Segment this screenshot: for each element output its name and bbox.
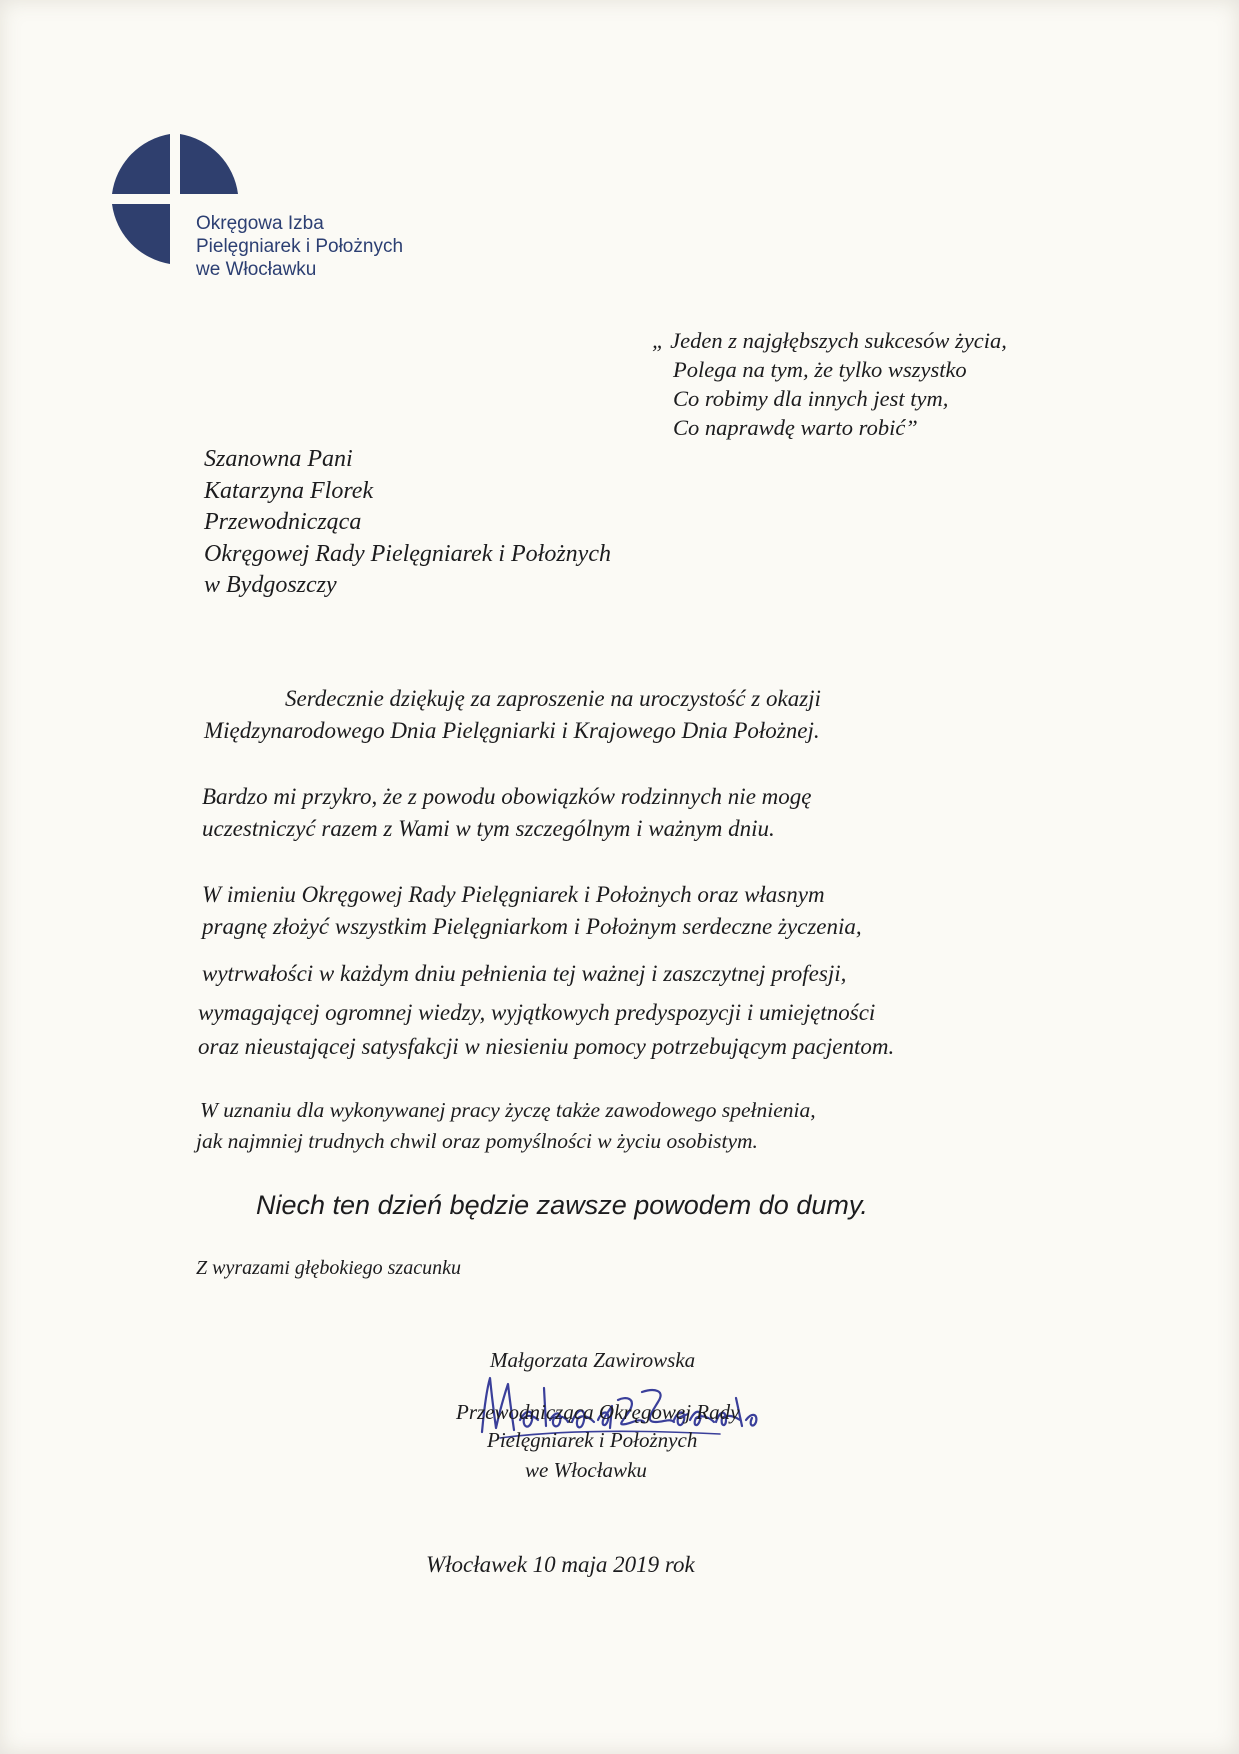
- closing-sentence: Niech ten dzień będzie zawsze powodem do dumy.: [256, 1190, 868, 1220]
- organization-name: [196, 212, 403, 281]
- addressee-line: Katarzyna Florek: [204, 477, 374, 504]
- addressee-line: Przewodnicząca: [204, 509, 362, 535]
- signatory-title-line: Pielęgniarek i Położnych: [487, 1428, 698, 1452]
- signatory-name: Małgorzata Zawirowska: [490, 1348, 696, 1372]
- organization-name-line: we Włocławku: [196, 259, 317, 280]
- body-paragraph-3-line: W imieniu Okręgowej Rady Pielęgniarek i Położnych oraz własnym: [202, 882, 825, 907]
- motto-line: Polega na tym, że tylko wszystko: [673, 357, 967, 382]
- addressee-line: Szanowna Pani: [204, 446, 353, 472]
- date-place-line: Włocławek 10 maja 2019 rok: [426, 1552, 695, 1577]
- body-paragraph-3-line: pragnę złożyć wszystkim Pielęgniarkom i Położnym serdeczne życzenia,: [202, 914, 862, 939]
- organization-name-line: Okręgowa Izba: [196, 213, 324, 234]
- regards-line: Z wyrazami głębokiego szacunku: [196, 1257, 461, 1279]
- addressee-line: Okręgowej Rady Pielęgniarek i Położnych: [204, 540, 611, 567]
- addressee-block: [204, 444, 611, 602]
- motto-line: Co naprawdę warto robić”: [673, 415, 918, 440]
- body-paragraph-2-line: Bardzo mi przykro, że z powodu obowiązków rodzinnych nie mogę: [202, 784, 812, 809]
- motto-line: „ Jeden z najgłębszych sukcesów życia,: [652, 328, 1007, 353]
- body-paragraph-4-line: jak najmniej trudnych chwil oraz pomyślności w życiu osobistym.: [196, 1129, 758, 1153]
- motto-quote: [652, 326, 1007, 442]
- signatory-title-line: Przewodnicząca Okręgowej Rady: [456, 1400, 740, 1424]
- motto-line: Co robimy dla innych jest tym,: [673, 386, 949, 411]
- addressee-line: w Bydgoszczy: [204, 572, 337, 598]
- signatory-title-line: we Włocławku: [525, 1458, 647, 1482]
- organization-name-line: Pielęgniarek i Położnych: [196, 236, 404, 257]
- body-paragraph-1-line: Międzynarodowego Dnia Pielęgniarki i Krajowego Dnia Położnej.: [204, 718, 820, 743]
- body-paragraph-2-line: uczestniczyć razem z Wami w tym szczególnym i ważnym dniu.: [202, 816, 775, 841]
- body-paragraph-3-line: wymagającej ogromnej wiedzy, wyjątkowych predyspozycji i umiejętności: [198, 1000, 876, 1025]
- body-paragraph-1-line: Serdecznie dziękuję za zaproszenie na uroczystość z okazji: [285, 686, 821, 711]
- body-paragraph-3-line: wytrwałości w każdym dniu pełnienia tej ważnej i zaszczytnej profesji,: [202, 961, 847, 986]
- body-paragraph-3-line: oraz nieustającej satysfakcji w niesieniu pomocy potrzebującym pacjentom.: [198, 1034, 895, 1059]
- body-paragraph-4-line: W uznaniu dla wykonywanej pracy życzę także zawodowego spełnienia,: [200, 1098, 816, 1122]
